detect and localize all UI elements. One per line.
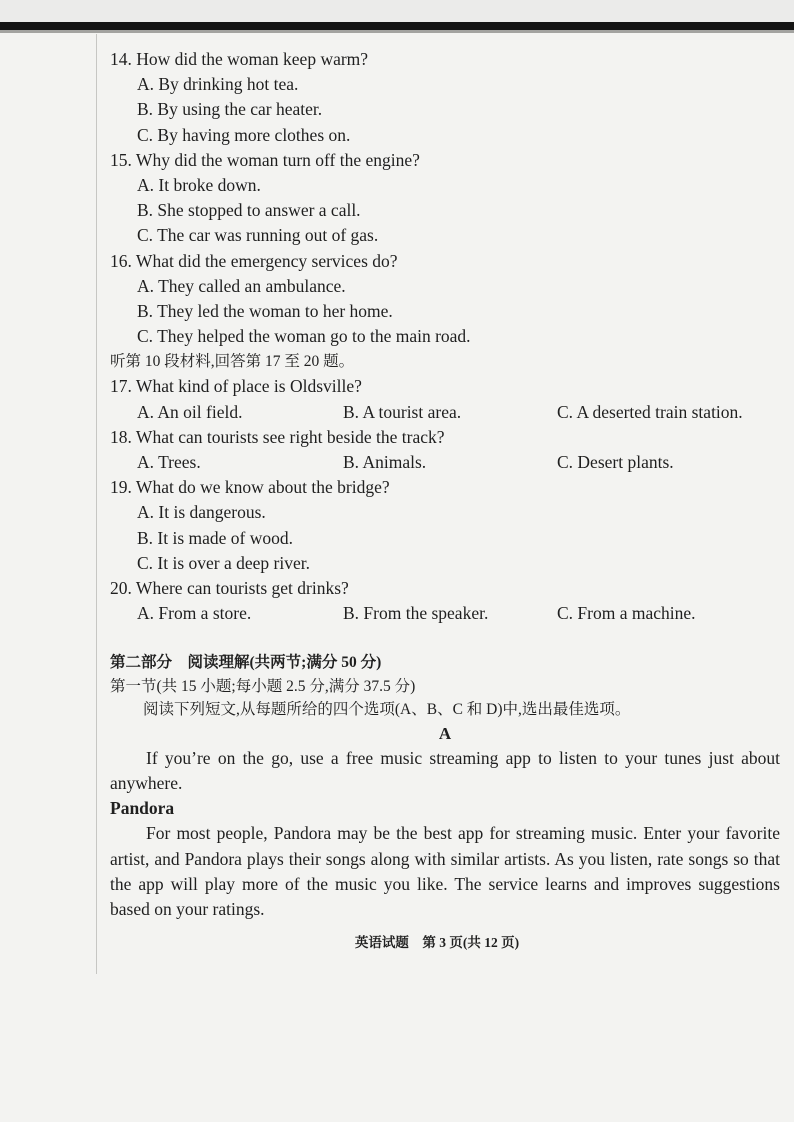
option-c: C. The car was running out of gas.: [137, 225, 379, 246]
scan-edge-bar: [0, 22, 794, 30]
question-stem: 17. What kind of place is Oldsville?: [110, 376, 362, 397]
passage-intro-line: anywhere.: [110, 772, 183, 793]
options-row: [110, 450, 782, 475]
scan-edge-shadow: [0, 30, 794, 33]
passage-subheading: Pandora: [110, 798, 175, 819]
option-a: A. An oil field.: [137, 401, 243, 422]
option-b: B. She stopped to answer a call.: [137, 200, 361, 221]
reading-directions: 阅读下列短文,从每题所给的四个选项(A、B、C 和 D)中,选出最佳选项。: [143, 701, 631, 718]
question-18: [110, 425, 782, 475]
option-b: B. A tourist area.: [343, 401, 462, 422]
reading-section-title: 第一节(共 15 小题;每小题 2.5 分,满分 37.5 分): [110, 677, 416, 695]
left-margin-line: [96, 34, 97, 974]
reading-part-title: 第二部分 阅读理解(共两节;满分 50 分): [110, 654, 382, 671]
passage-body-line: artist, and Pandora plays their songs along with similar artists. As you listen, rate songs so that: [110, 848, 780, 869]
option-a: A. It is dangerous.: [137, 502, 266, 523]
question-19: [110, 475, 782, 576]
option-b: B. They led the woman to her home.: [137, 300, 393, 321]
option-c: C. Desert plants.: [557, 452, 674, 472]
passage-body-line: the app will play more of the music you like. The service learns and improves suggestions: [110, 873, 780, 894]
option-a: A. It broke down.: [137, 174, 261, 195]
option-a: A. Trees.: [137, 452, 201, 472]
options-row: [110, 400, 782, 425]
passage-intro-line: If you’re on the go, use a free music streaming app to listen to your tunes just about: [146, 747, 780, 768]
passage-body-line: based on your ratings.: [110, 899, 265, 920]
option-c: C. By having more clothes on.: [137, 124, 351, 145]
question-stem: 18. What can tourists see right beside the track?: [110, 426, 445, 447]
passage-label: A: [438, 723, 452, 743]
option-b: B. Animals.: [343, 452, 427, 472]
option-a: A. By drinking hot tea.: [137, 74, 299, 95]
question-stem: 20. Where can tourists get drinks?: [110, 577, 349, 598]
option-c: C. It is over a deep river.: [137, 552, 311, 573]
question-16: [110, 249, 782, 350]
option-b: B. From the speaker.: [343, 603, 489, 624]
question-stem: 14. How did the woman keep warm?: [110, 49, 369, 69]
question-stem: 19. What do we know about the bridge?: [110, 477, 390, 498]
question-stem: 15. Why did the woman turn off the engine?: [110, 149, 420, 170]
page-footer: 英语试题 第 3 页(共 12 页): [354, 935, 520, 950]
option-c: C. From a machine.: [557, 603, 696, 624]
option-b: B. It is made of wood.: [137, 527, 294, 548]
option-a: A. From a store.: [137, 603, 252, 624]
listening-questions: [110, 47, 782, 626]
question-15: [110, 148, 782, 249]
option-c: C. They helped the woman go to the main road.: [137, 326, 471, 347]
question-17: [110, 374, 782, 424]
passage-body-line: For most people, Pandora may be the best app for streaming music. Enter your favorite: [146, 823, 780, 844]
passage-a: [110, 746, 780, 923]
option-c: C. A deserted train station.: [557, 401, 743, 422]
option-a: A. They called an ambulance.: [137, 275, 346, 296]
listening-instruction: 听第 10 段材料,回答第 17 至 20 题。: [110, 353, 355, 371]
option-b: B. By using the car heater.: [137, 99, 323, 120]
scan-top-margin: [0, 0, 794, 22]
options-row: [110, 601, 782, 626]
question-14: [110, 47, 782, 148]
question-20: [110, 576, 782, 626]
reading-header: [110, 651, 780, 745]
question-stem: 16. What did the emergency services do?: [110, 250, 398, 271]
